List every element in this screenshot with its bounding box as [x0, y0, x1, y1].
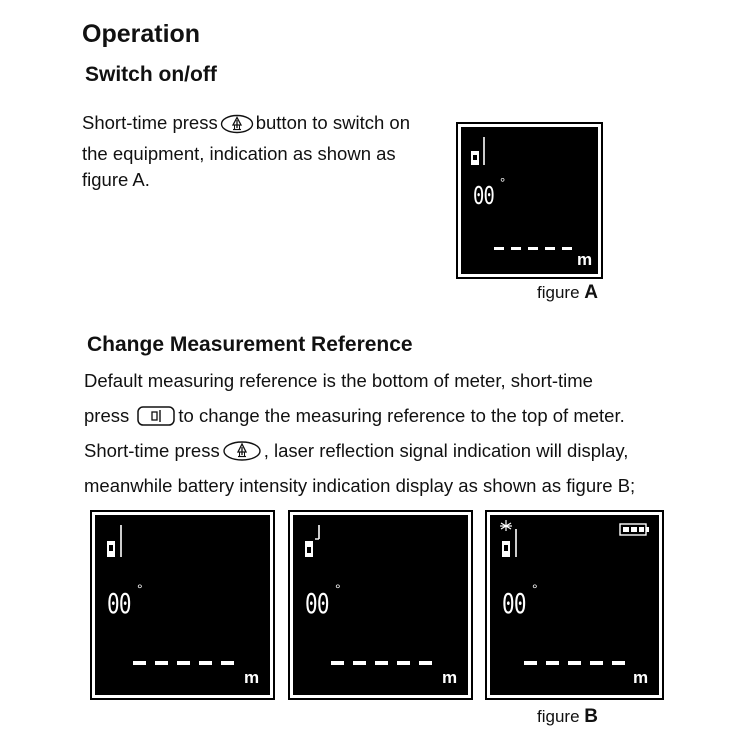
- reference-heading: Change Measurement Reference: [87, 333, 413, 356]
- unit-label: m: [577, 250, 593, 269]
- section-title: Operation: [82, 20, 201, 48]
- switch-line-2: the equipment, indication as shown as: [82, 143, 396, 164]
- figure-b-caption: figure B: [537, 706, 598, 727]
- unit-label: m: [244, 668, 260, 687]
- angle-readout: 00: [107, 587, 131, 620]
- reference-bottom-icon: [471, 137, 484, 165]
- distance-dashes: [494, 247, 572, 250]
- laser-signal-icon: [500, 520, 512, 531]
- degree-symbol: °: [532, 581, 538, 597]
- figure-b-panel-1: [92, 512, 273, 698]
- distance-dashes: [133, 661, 234, 665]
- reference-line-2: press to change the measuring reference to the top of meter.: [84, 405, 625, 432]
- reference-line-4: meanwhile battery intensity indication display as shown as figure B;: [84, 475, 636, 496]
- distance-dashes: [524, 661, 625, 665]
- figure-a-caption: figure A: [537, 282, 598, 303]
- distance-dashes: [331, 661, 432, 665]
- figure-a-display: [458, 124, 601, 277]
- unit-label: m: [633, 668, 649, 687]
- angle-readout: 00: [502, 587, 526, 620]
- reference-line-1: Default measuring reference is the bottom of meter, short-time: [84, 370, 593, 391]
- degree-symbol: °: [500, 175, 506, 190]
- degree-symbol: °: [335, 581, 341, 597]
- figure-b-panel-3: [487, 512, 662, 698]
- angle-readout: 00: [305, 587, 329, 620]
- laser-power-button-icon: [222, 440, 262, 467]
- switch-heading: Switch on/off: [85, 63, 217, 86]
- reference-bottom-icon: [502, 529, 516, 557]
- angle-readout: 00: [473, 181, 495, 210]
- switch-paragraph: [82, 110, 410, 193]
- figure-b-panel-2: [290, 512, 471, 698]
- reference-bottom-icon: [107, 525, 121, 557]
- reference-top-icon: [305, 525, 319, 557]
- battery-icon: [620, 524, 649, 535]
- degree-symbol: °: [137, 581, 143, 597]
- reference-line-3: Short-time press , laser reflection signal indication will display,: [84, 440, 628, 467]
- unit-label: m: [442, 668, 458, 687]
- switch-line-1: Short-time press button to switch on: [82, 110, 410, 141]
- switch-line-3: figure A.: [82, 169, 150, 190]
- laser-power-button-icon: [220, 114, 254, 141]
- reference-button-icon: [136, 405, 176, 432]
